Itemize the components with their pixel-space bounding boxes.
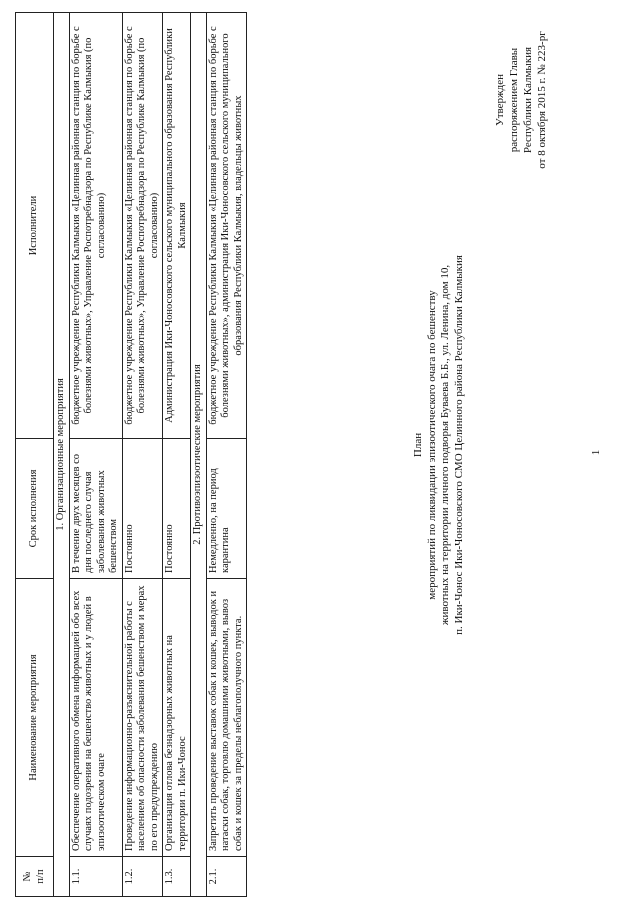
header-num: № п/п — [16, 857, 54, 897]
page-number: 1 — [590, 449, 602, 456]
row-term: Постоянно — [163, 439, 191, 579]
row-executors: бюджетное учреждение Республики Калмыкия «Целинная районная станция по борьбе с болезнями животных», Управление Роспотребнадзора по Республике Калмыкия (по согласованию) — [122, 13, 163, 439]
header-exec: Исполнители — [16, 13, 54, 439]
section-title: 2. Противоэпизоотические мероприятия — [191, 13, 207, 897]
row-number: 1.3. — [163, 857, 191, 897]
row-number: 1.2. — [122, 857, 163, 897]
approval-stamp — [493, 0, 549, 200]
heading-line: мероприятий по ликвидации эпизоотического очага по бешенству — [425, 290, 438, 600]
table-header-row — [16, 13, 54, 897]
row-term: Немедленно, на период карантина — [206, 439, 247, 579]
row-executors: Администрация Ики-Чоносовского сельского муниципального образования Республики Калмыкия — [163, 13, 191, 439]
row-executors: бюджетное учреждение Республики Калмыкия «Целинная районная станция по борьбе с болезнями животных», Управление Роспотребнадзора по Республике Калмыкия (по согласованию) — [69, 13, 122, 439]
row-executors: бюджетное учреждение Республики Калмыкия «Целинная районная станция по борьбе с болезнями животных», администрация Ики-Чоносовского сельского муниципального образования Республики Калмыкия, владельцы животных — [206, 13, 247, 439]
document-heading — [412, 165, 466, 725]
approval-line: от 8 октября 2015 г. № 223-рг — [536, 31, 548, 169]
approval-line: Республики Калмыкия — [522, 46, 534, 154]
row-name: Обеспечение оперативного обмена информацией обо всех случаях подозрения на бешенство животных и у людей в эпизоотическом очаге — [69, 579, 122, 857]
section-row — [54, 13, 70, 897]
heading-line: п. Ики-Чонос Ики-Чоносовского СМО Целинного района Республики Калмыкия — [452, 255, 465, 635]
row-name: Организация отлова безнадзорных животных на территории п. Ики-Чонос — [163, 579, 191, 857]
approval-line: распоряжением Главы — [508, 47, 520, 153]
table-row — [122, 13, 163, 897]
plan-table — [15, 12, 247, 897]
header-term: Срок исполнения — [16, 439, 54, 579]
row-number: 2.1. — [206, 857, 247, 897]
row-name: Запретить проведение выставок собак и кошек, выводок и натаски собак, торговлю домашними животными, вывоз собак и кошек за пределы неблагополучного пункта. — [206, 579, 247, 857]
document-title: План — [412, 432, 424, 458]
row-term: Постоянно — [122, 439, 163, 579]
table-row — [69, 13, 122, 897]
row-name: Проведение информационно-разъяснительной работы с населением об опасности заболевания бешенством и мерах по его предупреждению — [122, 579, 163, 857]
section-title: 1. Организационные мероприятия — [54, 13, 70, 897]
section-row — [191, 13, 207, 897]
table-row — [206, 13, 247, 897]
row-term: В течение двух месяцев со дня последнего случая заболевания животных бешенством — [69, 439, 122, 579]
heading-line: животных на территории личного подворья Буваева Б.Б., ул. Ленина, дом 10, — [439, 264, 451, 626]
approval-line: Утвержден — [494, 73, 506, 127]
row-number: 1.1. — [69, 857, 122, 897]
header-name: Наименование мероприятия — [16, 579, 54, 857]
table-row — [163, 13, 191, 897]
